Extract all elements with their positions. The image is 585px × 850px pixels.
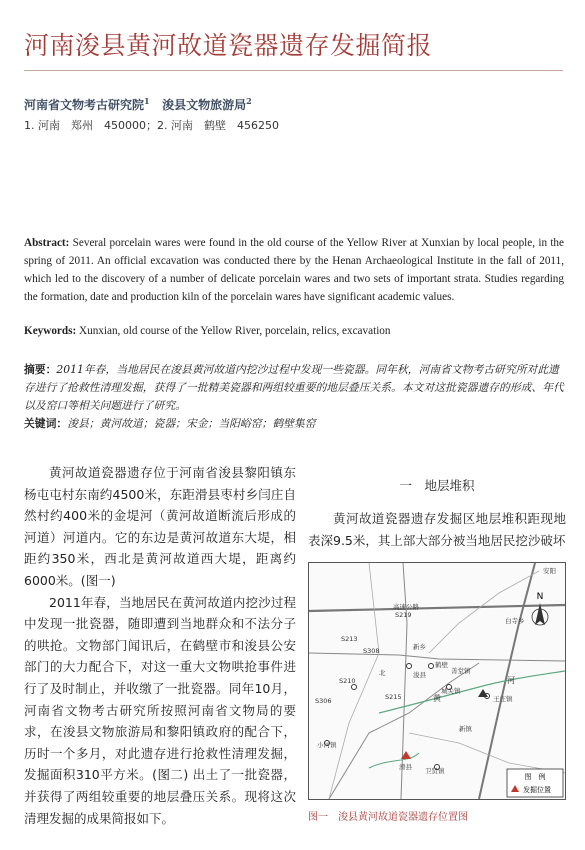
- svg-text:白寺乡: 白寺乡: [505, 617, 525, 625]
- svg-text:黄: 黄: [433, 694, 441, 703]
- author-2-sup: 2: [246, 96, 252, 106]
- svg-text:发掘位置: 发掘位置: [523, 786, 551, 794]
- svg-text:善堂镇: 善堂镇: [451, 667, 471, 675]
- svg-text:卫贤镇: 卫贤镇: [425, 767, 445, 775]
- abstract-en-label: Abstract: [24, 237, 66, 249]
- north-arrow-icon: [532, 592, 548, 625]
- abstract-zh: 摘要：2011年春，当地居民在浚县黄河故道内挖沙过程中发现一些瓷器。同年秋，河南省文物考古研究所对此遗存进行了抢救性清理发掘，获得了一批精美瓷器和两组较重要的地层叠压关系。本文对这批瓷器遗存的形成、年代以及窑口等相关问题进行了研究。: [24, 363, 564, 412]
- figure-caption: 图一 浚县黄河故道瓷器遗存位置图: [308, 812, 468, 823]
- author-line: [24, 96, 252, 113]
- title-divider: [24, 70, 563, 71]
- affiliations: 1. 河南 郑州 450000；2. 河南 鹤壁 456250: [24, 119, 279, 132]
- svg-text:城关镇: 城关镇: [441, 687, 461, 695]
- svg-text:N: N: [536, 592, 544, 602]
- author-1-sup: 1: [144, 96, 150, 106]
- river-line: [379, 671, 565, 713]
- map-labels: [315, 566, 557, 775]
- keywords-zh: 关键词：浚县；黄河故道；瓷器；宋金；当阳峪窑；鹤壁集窑: [24, 417, 316, 430]
- body-paragraph-2: 2011年春，当地居民在黄河故道内挖沙过程中发现一批瓷器，随即遭到当地群众和不法分子的哄抢。文物部门闻讯后，在鹤壁市和浚县公安部门的大力配合下，对这一重大文物哄抢事件进行了及时制止，并收缴了一批瓷器。同年10月，河南省文物考古研究所按照河南省文物局的要求，在浚县文物旅游局和黎阳镇政府的配合下，历时一个多月，对此遗存进行抢救性清理发掘，发掘面积310平方米。(图二) 出土了一批瓷器，并获得了两组较重要的地层叠压关系。现将这次清理发掘的成果简报如下。: [24, 594, 296, 826]
- keywords-en-label: Keywords: [24, 325, 73, 337]
- paper-title: 河南浚县黄河故道瓷器遗存发掘简报: [24, 31, 433, 60]
- map-svg: [309, 563, 565, 799]
- abstract-zh-label: 摘要: [24, 363, 46, 376]
- svg-text:鹤壁: 鹤壁: [435, 661, 448, 669]
- abstract-zh-text: 2011年春，当地居民在浚县黄河故道内挖沙过程中发现一些瓷器。同年秋，河南省文物考古研究所对此遗存进行了抢救性清理发掘，获得了一批精美瓷器和两组较重要的地层叠压关系。本文对这批瓷器遗存的形成、年代以及窑口等相关问题进行了研究。: [24, 363, 564, 412]
- svg-text:S213: S213: [341, 635, 358, 643]
- keywords-en: Keywords: Xunxian, old course of the Yellow River, porcelain, relics, excavation: [24, 325, 391, 337]
- svg-text:安阳: 安阳: [543, 567, 556, 575]
- abstract-en: Abstract: Several porcelain wares were found in the old course of the Yellow River at Xunxian by local people, in the spring of 2011. An official excavation was conducted there by the Henan Archaeological Institute in the fall of 2011, which led to the discovery of a number of delicate porcelain wares and two sets of important strata. Studies regarding the formation, date and production kiln of the porcelain wares have significant academic values.: [24, 237, 564, 303]
- svg-text:北: 北: [379, 669, 386, 677]
- svg-text:S215: S215: [385, 693, 402, 701]
- svg-text:S306: S306: [315, 697, 332, 705]
- body-right-column: [308, 476, 566, 551]
- body-paragraph-1: 黄河故道瓷器遗存位于河南省浚县黎阳镇东杨屯屯村东南约4500米，东距滑县枣村乡闫庄自然村约400米的金堤河（黄河故道断流后形成的河道）河道内。它的东边是黄河故道东大堤，相距约350米，西北是黄河故道西大堤，距离约6000米。(图一): [24, 465, 296, 588]
- author-1: 河南省文物考古研究院: [24, 98, 145, 112]
- svg-text:河: 河: [507, 676, 515, 685]
- location-map: [308, 562, 566, 800]
- svg-text:滑县: 滑县: [399, 763, 412, 771]
- svg-text:高速公路: 高速公路: [393, 603, 419, 611]
- svg-text:王庄镇: 王庄镇: [493, 695, 513, 703]
- keywords-en-text: Xunxian, old course of the Yellow River, porcelain, relics, excavation: [79, 325, 391, 337]
- map-legend: [507, 769, 563, 797]
- svg-text:S210: S210: [339, 677, 356, 685]
- author-2: 浚县文物旅游局: [162, 98, 247, 112]
- svg-text:S308: S308: [363, 647, 380, 655]
- town-marker: [407, 664, 412, 669]
- keywords-zh-text: 浚县；黄河故道；瓷器；宋金；当阳峪窑；鹤壁集窑: [67, 417, 316, 430]
- svg-text:图 例: 图 例: [524, 773, 546, 781]
- svg-text:小河镇: 小河镇: [317, 741, 337, 749]
- body-left-column: [24, 462, 296, 829]
- svg-text:S219: S219: [395, 611, 412, 619]
- svg-text:新镇: 新镇: [459, 725, 472, 733]
- keywords-zh-label: 关键词: [24, 417, 57, 430]
- svg-text:浚县: 浚县: [413, 671, 426, 679]
- body-right-paragraph: 黄河故道瓷器遗存发掘区地层堆积距现地表深9.5米，其上部大部分被当地居民挖沙破坏: [308, 511, 566, 548]
- abstract-en-text: Several porcelain wares were found in the old course of the Yellow River at Xunxian by local people, in the spring of 2011. An official excavation was conducted there by the Henan Archaeological Institute in the fall of 2011, which led to the discovery of a number of delicate porcelain wares and two sets of important strata. Studies regarding the formation, date and production kiln of the porcelain wares have significant academic values.: [24, 237, 564, 303]
- svg-text:新乡: 新乡: [413, 643, 426, 651]
- section-heading: 一 地层堆积: [399, 478, 475, 493]
